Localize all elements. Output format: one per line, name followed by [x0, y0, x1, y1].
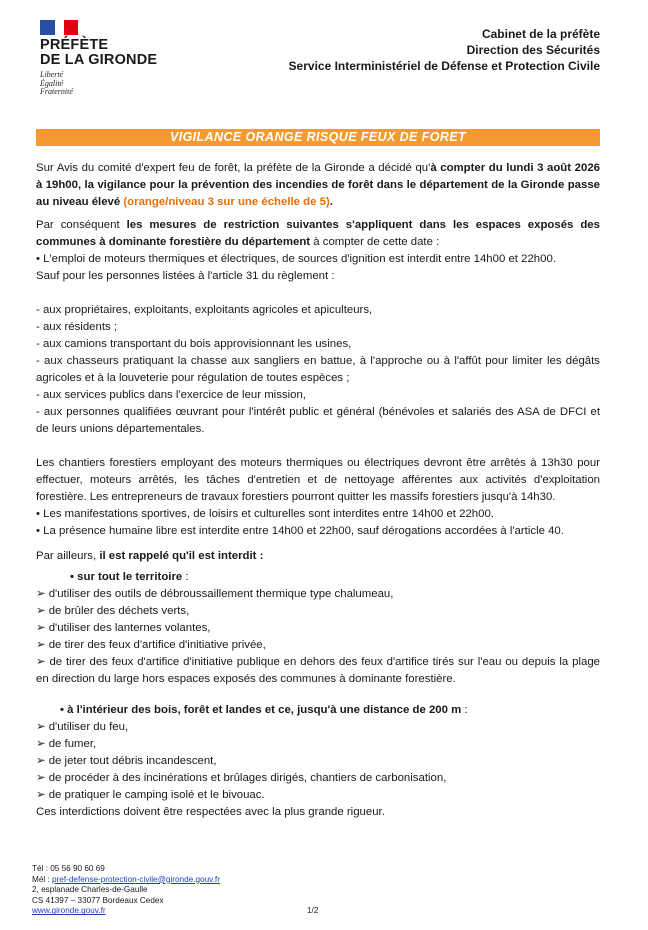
exception-item: - aux personnes qualifiées œuvrant pour l'intérêt public et général (bénévoles et salariés des ASA de DFCI et de leurs unions départementales. — [36, 406, 600, 435]
footer-mail-link[interactable]: pref-defense-protection-civile@gironde.gouv.fr — [52, 874, 220, 884]
forest-item: ➢ de fumer, — [36, 738, 97, 750]
territory-item: ➢ de tirer des feux d'artifice d'initiative publique en dehors des feux d'artifice tirés sur l'eau ou depuis la plage en direction du large hors espaces exposés des communes à dominante forestière. — [36, 656, 600, 685]
motto-liberte: Liberté — [40, 70, 64, 79]
territory-item: ➢ de tirer des feux d'artifice d'initiative privée, — [36, 639, 266, 651]
motto-fraternite: Fraternité — [40, 87, 73, 96]
footer-address-line2: CS 41397 – 33077 Bordeaux Cedex — [32, 895, 164, 905]
territory-item: ➢ d'utiliser des outils de débroussaillement thermique type chalumeau, — [36, 588, 394, 600]
reminder-line — [36, 548, 600, 565]
reminder-text: Par ailleurs, — [36, 550, 100, 562]
footer-contact — [32, 864, 220, 917]
issuing-service — [289, 26, 600, 74]
intro-paragraph — [36, 160, 600, 211]
footer-mail-line — [32, 875, 220, 886]
territory-heading-suffix: : — [182, 571, 189, 583]
exception-item: - aux camions transportant du bois approvisionnant les usines, — [36, 338, 352, 350]
header-service: Service Interministériel de Défense et Protection Civile — [288, 59, 600, 73]
footer-website-link[interactable]: www.gironde.gouv.fr — [32, 906, 106, 916]
forest-heading-suffix: : — [461, 704, 468, 716]
motor-ban: • L'emploi de moteurs thermiques et électriques, de sources d'ignition est interdit entre 14h00 et 22h00. — [36, 253, 556, 265]
consequence-paragraph — [36, 217, 600, 251]
prefecture-name-line2: DE LA GIRONDE — [40, 52, 158, 68]
footer-address-line1: 2, esplanade Charles-de-Gaulle — [32, 885, 148, 895]
exception-item: - aux services publics dans l'exercice de leur mission, — [36, 389, 306, 401]
header-cabinet: Cabinet de la préfète — [481, 27, 600, 41]
forest-item: ➢ d'utiliser du feu, — [36, 721, 129, 733]
exception-item: - aux propriétaires, exploitants, exploitants agricoles et apiculteurs, — [36, 304, 373, 316]
exceptions-intro: Sauf pour les personnes listées à l'article 31 du règlement : — [36, 270, 335, 282]
consequence-tail: à compter de cette date : — [310, 236, 440, 248]
intro-orange-level: (orange/niveau 3 sur une échelle de 5) — [120, 196, 330, 208]
territory-heading — [36, 569, 600, 586]
exception-item: - aux résidents ; — [36, 321, 118, 333]
chantiers-paragraph: Les chantiers forestiers employant des moteurs thermiques ou électriques devront être arrêtés à 13h30 pour effectuer, moteurs arrêtés, les tâches d'entretien et de nettoyage afférentes aux activités d'exploitation forestière. Les entrepreneurs de travaux forestiers pourront quitter les massifs forestiers jusqu'à 14h30. — [36, 457, 600, 503]
document-body — [36, 160, 600, 821]
header-direction: Direction des Sécurités — [466, 43, 600, 57]
forest-item: ➢ de pratiquer le camping isolé et le bivouac. — [36, 789, 265, 801]
footer-phone: Tél : 05 56 90 60 69 — [32, 864, 105, 873]
forest-item: ➢ de jeter tout débris incandescent, — [36, 755, 217, 767]
intro-date-level: à compter du lundi 3 août 2026 à 19h00, la vigilance pour la prévention des incendies de forêt dans le département de la Gironde passe au niveau élevé — [36, 162, 600, 208]
prefecture-name-line1: PRÉFÈTE — [40, 37, 109, 53]
prefecture-name — [40, 38, 180, 68]
french-flag-icon — [40, 20, 78, 35]
prefecture-logo — [40, 20, 180, 97]
intro-text: Sur Avis du comité d'expert feu de forêt, la préfète de la Gironde a décidé qu' — [36, 162, 431, 174]
vigilance-banner: VIGILANCE ORANGE RISQUE FEUX DE FORET — [36, 129, 600, 146]
consequence-bold: les mesures de restriction suivantes s'appliquent dans les espaces exposés des communes à dominante forestière du département — [36, 219, 600, 248]
footer-mail-label: Mél : — [32, 874, 53, 884]
territory-heading-text: • sur tout le territoire — [70, 571, 183, 583]
reminder-bold: il est rappelé qu'il est interdit : — [99, 550, 264, 562]
page-number: 1/2 — [307, 906, 319, 915]
territory-item: ➢ de brûler des déchets verts, — [36, 605, 190, 617]
forest-heading — [36, 702, 600, 719]
territory-item: ➢ d'utiliser des lanternes volantes, — [36, 622, 211, 634]
closing-line: Ces interdictions doivent être respectées avec la plus grande rigueur. — [36, 806, 385, 818]
bullet-item: • Les manifestations sportives, de loisirs et culturelles sont interdites entre 14h00 et 22h00. — [36, 508, 494, 520]
forest-heading-text: • à l'intérieur des bois, forêt et landes et ce, jusqu'à une distance de 200 m — [60, 704, 462, 716]
motto-egalite: Égalité — [40, 78, 64, 88]
motto — [40, 71, 180, 97]
forest-item: ➢ de procéder à des incinérations et brûlages dirigés, chantiers de carbonisation, — [36, 772, 447, 784]
intro-period: . — [329, 196, 333, 208]
exception-item: - aux chasseurs pratiquant la chasse aux sangliers en battue, à l'approche ou à l'affût pour limiter les dégâts agricoles et à la louveterie pour régulation de toutes espèces ; — [36, 355, 600, 384]
consequence-text: Par conséquent — [36, 219, 127, 231]
bullet-item: • La présence humaine libre est interdite entre 14h00 et 22h00, sauf dérogations accordées à l'article 40. — [36, 525, 564, 537]
